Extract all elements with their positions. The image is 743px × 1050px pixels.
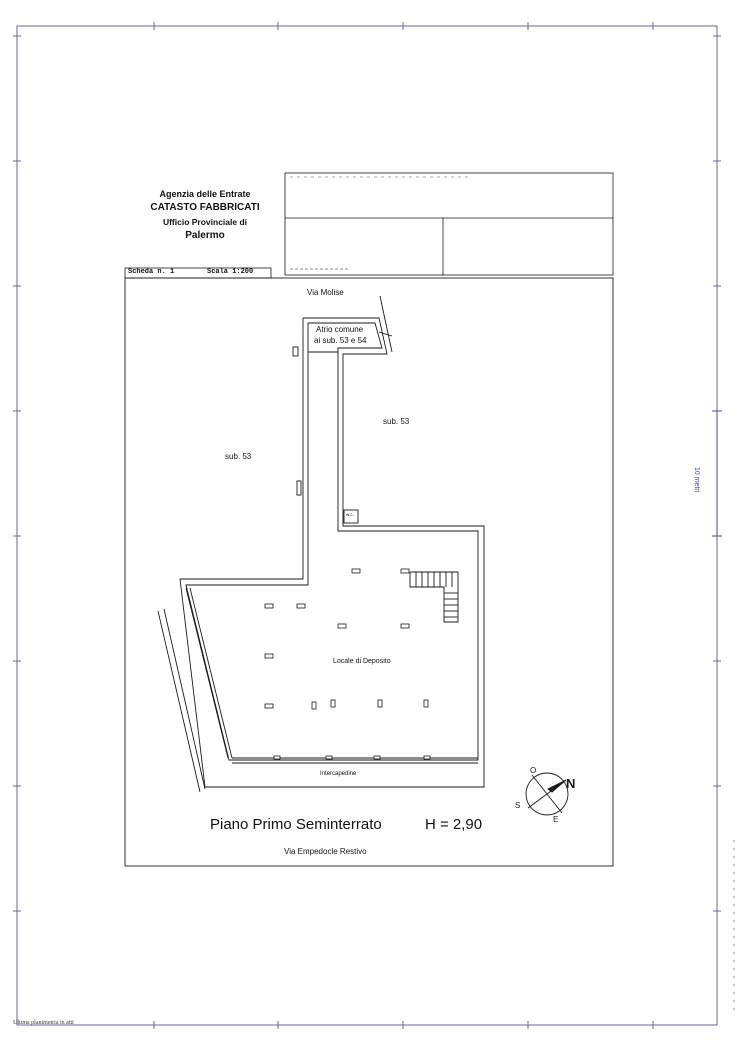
registry-name: CATASTO FABBRICATI	[150, 202, 260, 213]
street-top: Via Molise	[307, 288, 344, 297]
compass-s: S	[515, 801, 521, 810]
sheet-number: Scheda n. 1	[128, 268, 175, 276]
compass-n: N	[566, 776, 576, 791]
sub-left-label: sub. 53	[225, 452, 252, 461]
outer-wall	[180, 318, 484, 787]
height-value: H = 2,90	[425, 816, 483, 833]
sheet-scale: Scala 1:200	[207, 268, 254, 276]
scale-bar-label: 10 metri	[693, 467, 700, 493]
wc-label: w.c.	[346, 512, 354, 517]
agency-name: Agenzia delle Entrate	[159, 189, 251, 199]
street-bottom: Via Empedocle Restivo	[284, 847, 367, 856]
gap-space-label: Intercapedine	[320, 771, 357, 777]
city-name: Palermo	[185, 230, 225, 241]
storage-label: Locale di Deposito	[333, 658, 391, 665]
sub-right-label: sub. 53	[383, 417, 410, 426]
floor-title: Piano Primo Seminterrato	[210, 816, 382, 833]
atrium-label-2: ai sub. 53 e 54	[314, 336, 367, 345]
inner-wall	[186, 323, 478, 760]
plan-border	[125, 278, 613, 866]
compass-e: E	[553, 815, 559, 824]
compass-o: O	[530, 766, 537, 775]
footer-note: Ultima planimetria in atti	[13, 1020, 74, 1026]
atrium-label-1: Atrio comune	[316, 325, 364, 334]
office-name: Ufficio Provinciale di	[162, 217, 248, 227]
compass-rose	[526, 773, 568, 815]
